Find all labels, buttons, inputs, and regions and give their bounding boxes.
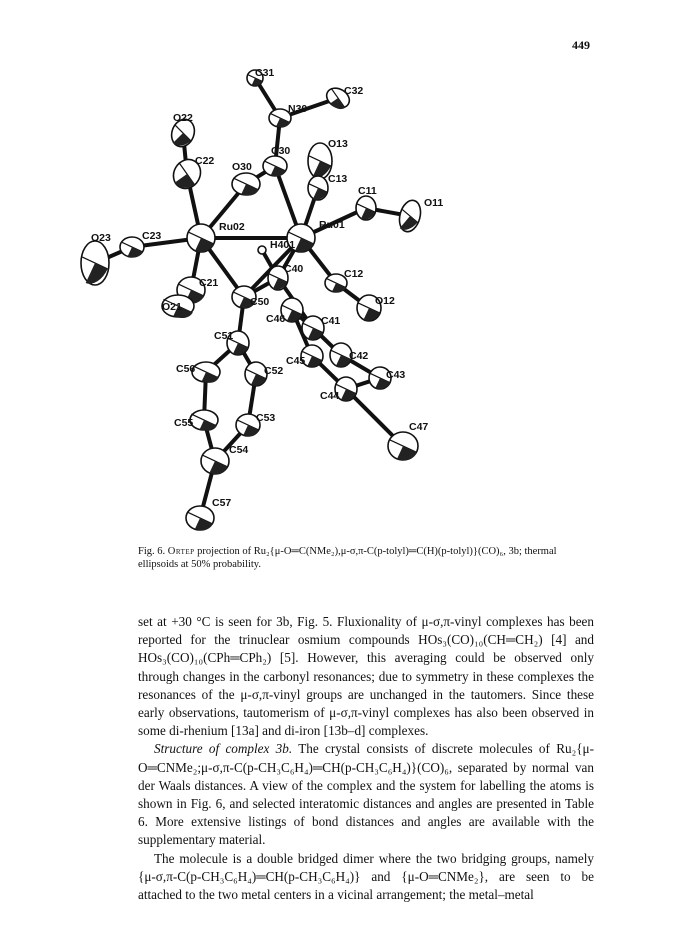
atom-label-c30: C30 (271, 145, 291, 157)
atom-label-c40: C40 (284, 263, 304, 275)
caption-ortep: Ortep (167, 546, 195, 557)
atom-label-c13: C13 (328, 173, 348, 185)
atom-o23 (81, 241, 109, 289)
atom-label-c55: C55 (174, 417, 194, 429)
section-heading: Structure of complex 3b. (154, 741, 293, 757)
figure-caption (138, 545, 594, 571)
atom-c55 (190, 410, 218, 435)
atom-label-c44: C44 (320, 390, 340, 402)
caption-prefix: Fig. 6. (138, 546, 166, 557)
atom-label-c22: C22 (195, 155, 215, 167)
paragraph-2-text: The crystal consists of discrete molecules of Ru₂{μ-O═CNMe₂;μ-σ,π-C(p-CH₃C₆H₄)═CH(p-CH₃C₆H₄)}(CO)₆, separated by normal van der Waals distances. A view of the complex and the system for labelling the atoms is shown in Fig. 6, and selected interatomic distances and angles are presented in Table 6. More extensive listings of bond distances and angles are available with the supplementary material. (138, 741, 594, 848)
atom-label-ru01: Ru01 (319, 219, 345, 231)
body-text (138, 613, 594, 904)
atom-label-n30: N30 (288, 103, 308, 115)
atom-label-c21: C21 (199, 277, 219, 289)
page-number: 449 (572, 38, 590, 52)
atom-label-c53: C53 (256, 412, 276, 424)
atom-label-c51: C51 (214, 330, 234, 342)
caption-text: projection of Ru₂{μ-O═C(NMe₂),μ-σ,π-C(p-tolyl)═C(H)(p-tolyl)}(CO)₆, 3b; thermal ellipsoids at 50% probability. (138, 546, 557, 570)
atom-label-c11: C11 (358, 185, 377, 197)
atom-label-o30: O30 (232, 161, 252, 173)
ortep-figure (70, 58, 590, 538)
atom-label-h401: H401 (270, 239, 296, 251)
atom-label-c43: C43 (386, 369, 406, 381)
atom-label-c45: C45 (286, 355, 306, 367)
atom-c11 (356, 196, 376, 223)
atom-label-o11: O11 (424, 197, 444, 209)
atom-c23 (120, 237, 144, 261)
atom-label-c52: C52 (264, 365, 284, 377)
atom-label-c46: C46 (266, 313, 286, 325)
atom-label-c56: C56 (176, 363, 196, 375)
atom-label-c12: C12 (344, 268, 364, 280)
atom-c54 (201, 448, 229, 479)
atom-c57 (186, 506, 214, 535)
paragraph-1: set at +30 °C is seen for 3b, Fig. 5. Fluxionality of μ-σ,π-vinyl complexes has been reported for the trinuclear osmium compounds HOs₃(CO)₁₀(CH═CH₂) [4] and HOs₃(CO)₁₀(CPh═CPh₂) [5]. However, this averaging could be observed only through changes in the carbonyl resonances; due to symmetry in these complexes the resonances of the μ-σ,π-vinyl groups are unchanged in the tautomers. Since these early observations, tautomerism of μ-σ,π-vinyl complexes has also been observed in some di-rhenium [13a] and di-iron [13b–d] complexes. (138, 614, 594, 739)
atom-label-c23: C23 (142, 230, 162, 242)
atom-label-o13: O13 (328, 138, 348, 150)
atom-label-o23: O23 (91, 232, 111, 244)
atom-o11 (396, 198, 424, 235)
atom-h401 (258, 246, 266, 254)
atom-label-o21: O21 (162, 301, 182, 313)
atom-c30 (263, 156, 287, 180)
atom-label-c31: C31 (255, 67, 275, 79)
atom-label-c54: C54 (229, 444, 249, 456)
atom-label-c47: C47 (409, 421, 429, 433)
atom-label-c41: C41 (321, 315, 341, 327)
atom-c47 (388, 432, 418, 465)
atom-label-ru02: Ru02 (219, 221, 245, 233)
atom-label-c57: C57 (212, 497, 232, 509)
paragraph-3: The molecule is a double bridged dimer where the two bridging groups, namely {μ-σ,π-C(p-CH₃C₆H₄)═CH(p-CH₃C₆H₄)} and {μ-O═CNMe₂}, are seen to be attached to the two metal centers in a vicinal arrangement; the metal–metal (138, 850, 594, 903)
atom-label-c50: C50 (250, 296, 270, 308)
paragraph-2 (138, 740, 594, 849)
atom-label-o22: O22 (173, 112, 193, 124)
atom-label-c42: C42 (349, 350, 369, 362)
atom-label-c32: C32 (344, 85, 364, 97)
atom-c13 (308, 176, 328, 203)
atom-label-o12: O12 (375, 295, 395, 307)
